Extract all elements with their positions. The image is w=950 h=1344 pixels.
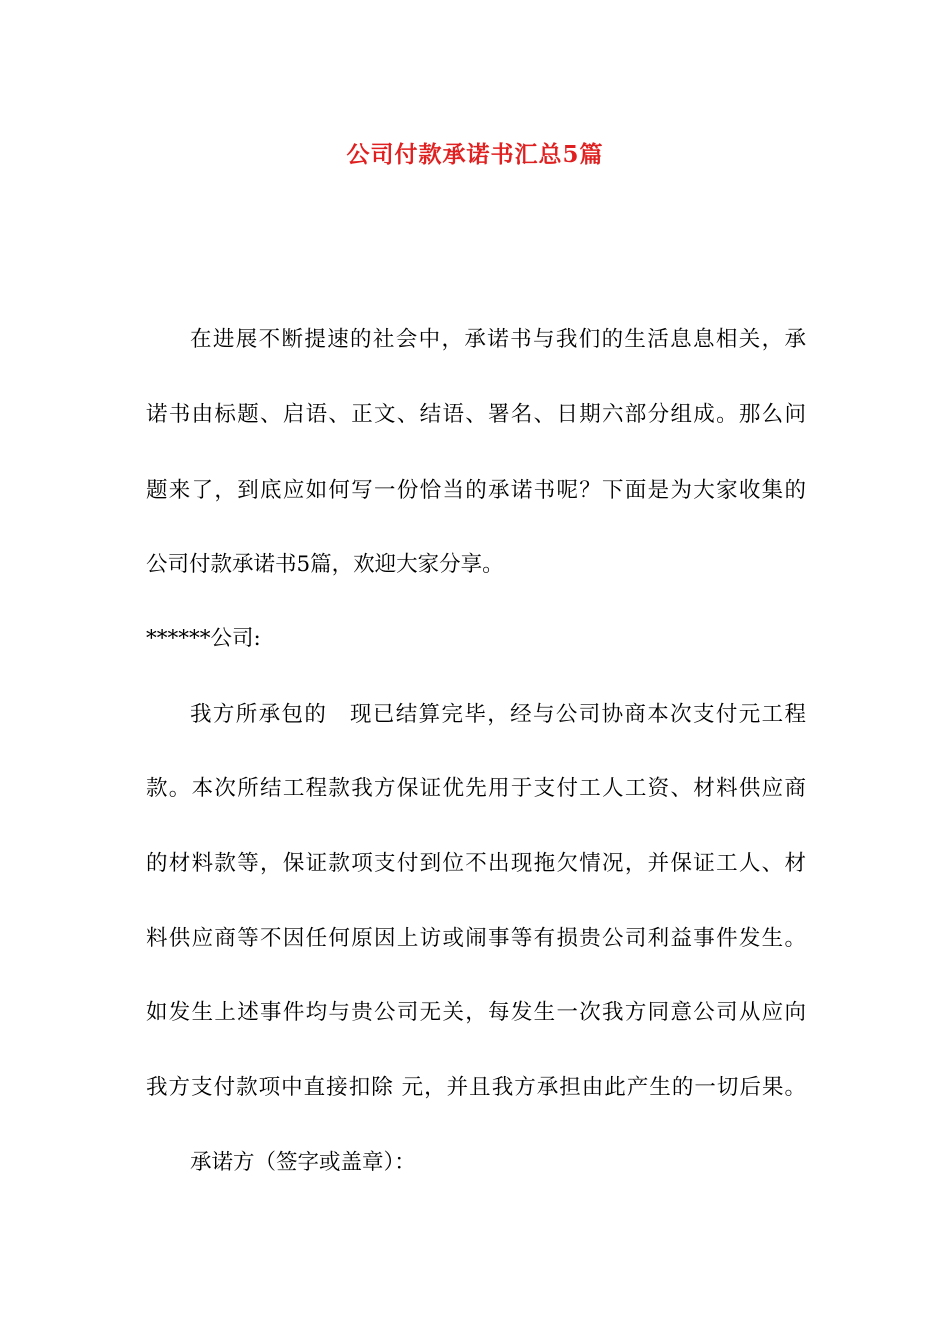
intro-line: 在进展不断提速的社会中，承诺书与我们的生活息息相关，承 xyxy=(190,327,806,352)
body-line: 款。本次所结工程款我方保证优先用于支付工人工资、材料供应商 xyxy=(146,776,806,801)
body-line: 如发生上述事件均与贵公司无关，每发生一次我方同意公司从应向 xyxy=(146,1000,806,1025)
signature-label: 承诺方（签字或盖章）： xyxy=(190,1150,416,1175)
body-line: 的材料款等，保证款项支付到位不出现拖欠情况，并保证工人、材 xyxy=(146,851,806,876)
body-line: 我方支付款项中直接扣除 元，并且我方承担由此产生的一切后果。 xyxy=(146,1075,806,1100)
intro-line: 公司付款承诺书5篇，欢迎大家分享。 xyxy=(146,552,504,577)
body-line: 料供应商等不因任何原因上访或闹事等有损贵公司利益事件发生。 xyxy=(146,926,806,951)
intro-line: 诺书由标题、启语、正文、结语、署名、日期六部分组成。那么问 xyxy=(146,402,806,427)
salutation: ******公司: xyxy=(146,626,261,651)
intro-line: 题来了，到底应如何写一份恰当的承诺书呢？下面是为大家收集的 xyxy=(146,478,806,503)
document-title: 公司付款承诺书汇总5篇 xyxy=(346,141,604,168)
body-line: 我方所承包的 现已结算完毕，经与公司协商本次支付元工程 xyxy=(190,702,806,727)
